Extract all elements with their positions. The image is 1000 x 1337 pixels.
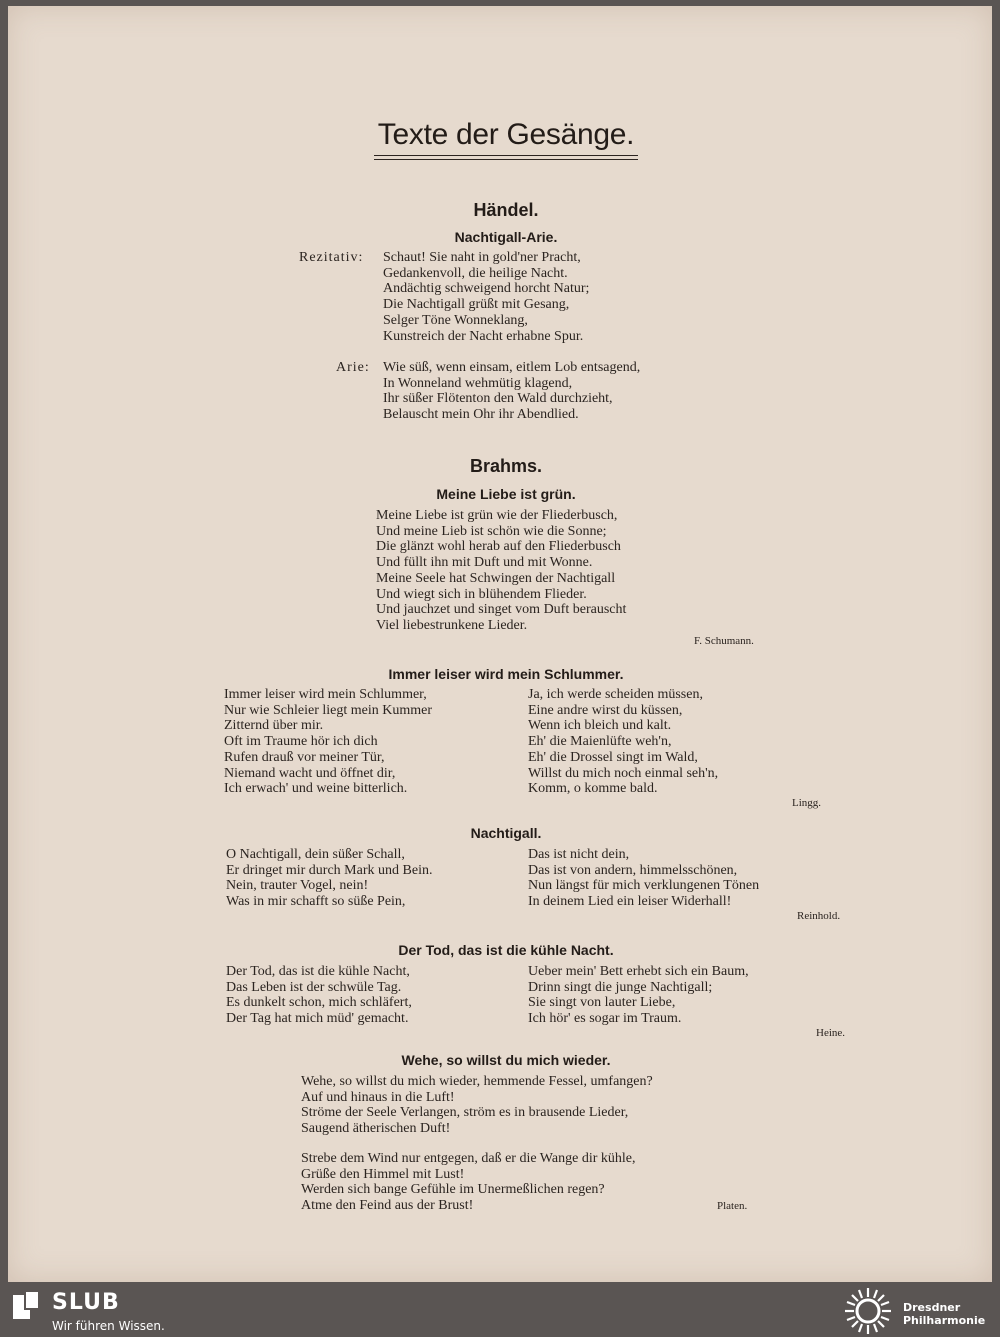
song-text-immer-leiser-right: Ja, ich werde scheiden müssen, Eine andre wirst du küssen, Wenn ich bleich und kalt. Eh' die Maienlüfte weh'n, Eh' die Drossel singt im Wald, Willst du mich noch einmal seh'n, Komm, o komme bald. bbox=[528, 687, 719, 797]
song-text-immer-leiser-left: Immer leiser wird mein Schlummer, Nur wie Schleier liegt mein Kummer Zitternd über mir. Oft im Traume hör ich dich Rufen drauß vor meiner Tür, Niemand wacht und öffnet dir, Ich erwach' und weine bitterlich. bbox=[224, 687, 432, 797]
song-text-wehe-stanza2: Strebe dem Wind nur entgegen, daß er die Wange dir kühle, Grüße den Himmel mit Lust! Werden sich bange Gefühle im Unermeßlichen regen? Atme den Feind aus der Brust! bbox=[301, 1151, 636, 1214]
author-platen: Platen. bbox=[717, 1200, 748, 1212]
song-title-meine-liebe: Meine Liebe ist grün. bbox=[436, 486, 576, 502]
dresdner-philharmonie-logo-icon bbox=[843, 1286, 893, 1336]
song-text-wehe-stanza1: Wehe, so willst du mich wieder, hemmende Fessel, umfangen? Auf und hinaus in die Luft! Ströme der Seele Verlangen, ström es in brausende Lieder, Saugend ätherischen Duft! bbox=[301, 1074, 653, 1137]
song-text-meine-liebe: Meine Liebe ist grün wie der Fliederbusch, Und meine Lieb ist schön wie die Sonne; Die glänzt wohl herab auf den Fliederbusch Und füllt ihn mit Duft und mit Wonne. Meine Seele hat Schwingen der Nachtigall Und wiegt sich in blühendem Flieder. Und jauchzet und singet vom Duft berauscht Viel liebestrunkene Lieder. bbox=[376, 508, 627, 633]
slub-name: SLUB bbox=[52, 1290, 120, 1315]
song-text-nachtigall-left: O Nachtigall, dein süßer Schall, Er dringet mir durch Mark und Bein. Nein, trauter Vogel, nein! Was in mir schafft so süße Pein, bbox=[226, 847, 433, 910]
slub-logo-icon bbox=[13, 1291, 39, 1319]
composer-handel-heading: Händel. bbox=[473, 200, 539, 220]
title-underline bbox=[374, 155, 638, 156]
song-title-wehe: Wehe, so willst du mich wieder. bbox=[401, 1052, 611, 1068]
dresdner-philharmonie-name: Dresdner Philharmonie bbox=[903, 1301, 986, 1327]
song-text-nachtigall-right: Das ist nicht dein, Das ist von andern, himmelsschönen, Nun längst für mich verklungenen Tönen In deinem Lied ein leiser Widerhall! bbox=[528, 847, 760, 910]
slub-tagline: Wir führen Wissen. bbox=[52, 1319, 165, 1333]
song-title-immer-leiser: Immer leiser wird mein Schlummer. bbox=[388, 666, 624, 682]
song-title-nachtigall: Nachtigall. bbox=[470, 825, 542, 841]
author-reinhold: Reinhold. bbox=[797, 910, 841, 922]
page-title: Texte der Gesänge. bbox=[377, 118, 635, 151]
song-text-der-tod-left: Der Tod, das ist die kühle Nacht, Das Leben ist der schwüle Tag. Es dunkelt schon, mich schläfert, Der Tag hat mich müd' gemacht. bbox=[226, 964, 412, 1027]
song-text-der-tod-right: Ueber mein' Bett erhebt sich ein Baum, Drinn singt die junge Nachtigall; Sie singt von lauter Liebe, Ich hör' es sogar im Traum. bbox=[528, 964, 749, 1027]
arie-text: Wie süß, wenn einsam, eitlem Lob entsagend, In Wonneland wehmütig klagend, Ihr süßer Flötenton den Wald durchzieht, Belauscht mein Ohr ihr Abendlied. bbox=[383, 360, 641, 423]
arie-label: Arie: bbox=[336, 360, 370, 375]
rezitativ-text: Schaut! Sie naht in gold'ner Pracht, Gedankenvoll, die heilige Nacht. Andächtig schweigend horcht Natur; Die Nachtigall grüßt mit Gesang, Selger Töne Wonneklang, Kunstreich der Nacht erhabne Spur. bbox=[383, 250, 590, 344]
author-heine: Heine. bbox=[816, 1027, 846, 1039]
author-lingg: Lingg. bbox=[792, 797, 822, 809]
composer-brahms-heading: Brahms. bbox=[469, 456, 543, 476]
title-underline-second bbox=[374, 159, 638, 160]
song-title-der-tod: Der Tod, das ist die kühle Nacht. bbox=[398, 942, 614, 958]
song-title-nachtigall-arie: Nachtigall-Arie. bbox=[454, 229, 558, 245]
footer-bar bbox=[0, 1282, 1000, 1337]
rezitativ-label: Rezitativ: bbox=[299, 250, 364, 265]
author-schumann: F. Schumann. bbox=[694, 635, 754, 647]
